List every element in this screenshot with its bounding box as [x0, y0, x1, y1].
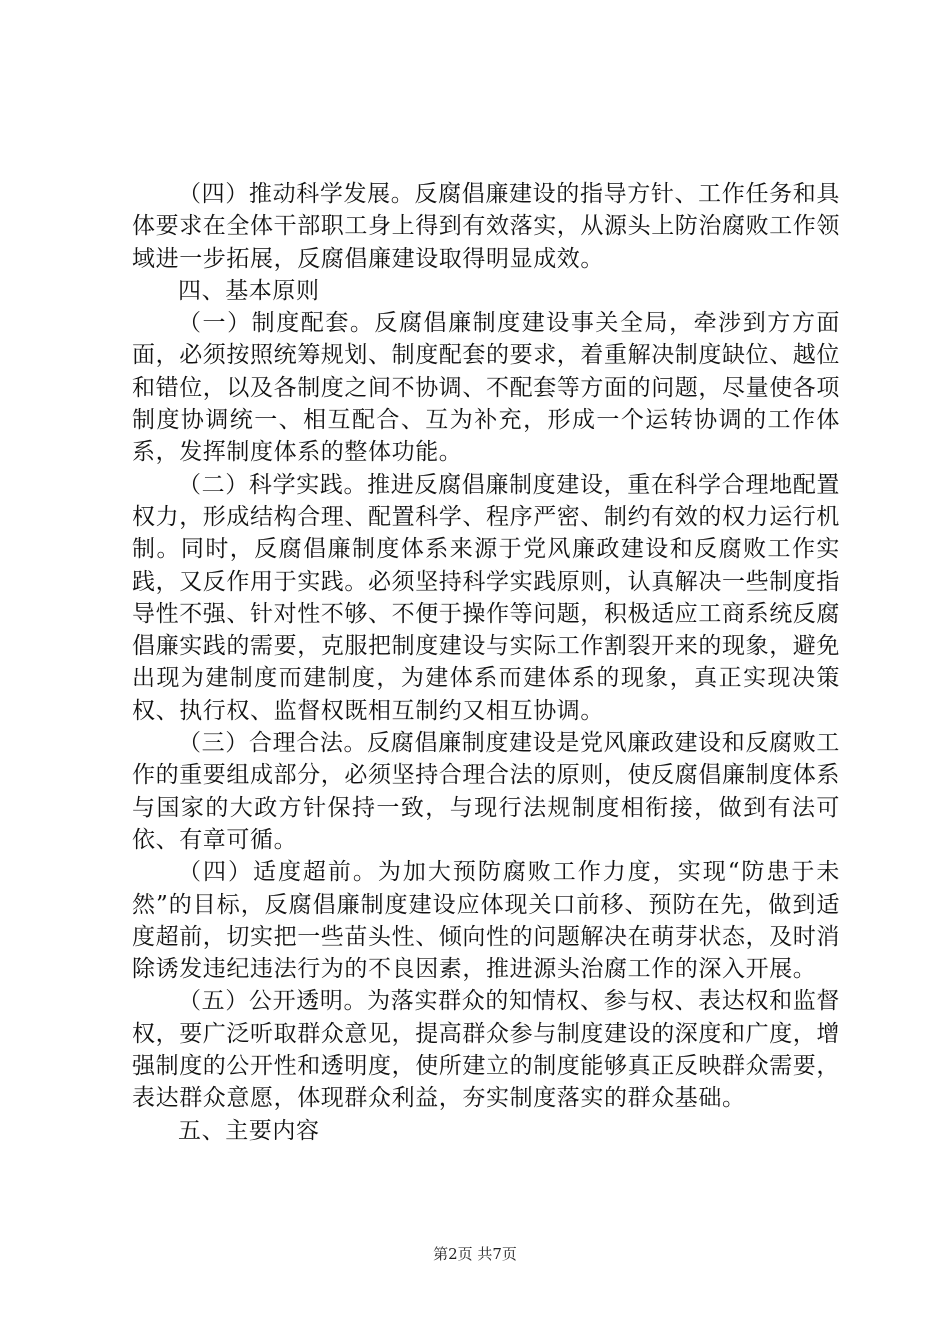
paragraph-scientific-practice: （二）科学实践。推进反腐倡廉制度建设，重在科学合理地配置权力，形成结构合理、配置科学、程序严密、制约有效的权力运行机制。同时，反腐倡廉制度体系来源于党风廉政建设和反腐败工作实践，又反作用于实践。必须坚持科学实践原则，认真解决一些制度指导性不强、针对性不够、不便于操作等问题，积极适应工商系统反腐倡廉实践的需要，克服把制度建设与实际工作割裂开来的现象，避免出现为建制度而建制度，为建体系而建体系的现象，真正实现决策权、执行权、监督权既相互制约又相互协调。 [132, 471, 840, 724]
paragraph-open-transparent: （五）公开透明。为落实群众的知情权、参与权、表达权和监督权，要广泛听取群众意见，提高群众参与制度建设的深度和广度，增强制度的公开性和透明度，使所建立的制度能够真正反映群众需要，表达群众意愿，体现群众利益，夯实制度落实的群众基础。 [132, 988, 840, 1112]
section-heading-main-content: 五、主要内容 [178, 1117, 320, 1144]
document-body [132, 178, 840, 1147]
paragraph-system-matching: （一）制度配套。反腐倡廉制度建设事关全局，牵涉到方方面面，必须按照统筹规划、制度配套的要求，着重解决制度缺位、越位和错位，以及各制度之间不协调、不配套等方面的问题，尽量使各项制度协调统一、相互配合、互为补充，形成一个运转协调的工作体系，发挥制度体系的整体功能。 [132, 310, 840, 466]
paragraph-reasonable-lawful: （三）合理合法。反腐倡廉制度建设是党风廉政建设和反腐败工作的重要组成部分，必须坚持合理合法的原则，使反腐倡廉制度体系与国家的大政方针保持一致，与现行法规制度相衔接，做到有法可依、有章可循。 [132, 730, 840, 853]
page-number-footer: 第2页 共7页 [433, 1245, 517, 1263]
section-heading-basic-principles: 四、基本原则 [178, 277, 320, 304]
paragraph-promote-development: （四）推动科学发展。反腐倡廉建设的指导方针、工作任务和具体要求在全体干部职工身上得到有效落实，从源头上防治腐败工作领域进一步拓展，反腐倡廉建设取得明显成效。 [132, 181, 840, 272]
paragraph-moderately-ahead: （四）适度超前。为加大预防腐败工作力度，实现“防患于未然”的目标，反腐倡廉制度建设应体现关口前移、预防在先，做到适度超前，切实把一些苗头性、倾向性的问题解决在萌芽状态，及时消除诱发违纪违法行为的不良因素，推进源头治腐工作的深入开展。 [132, 859, 840, 983]
